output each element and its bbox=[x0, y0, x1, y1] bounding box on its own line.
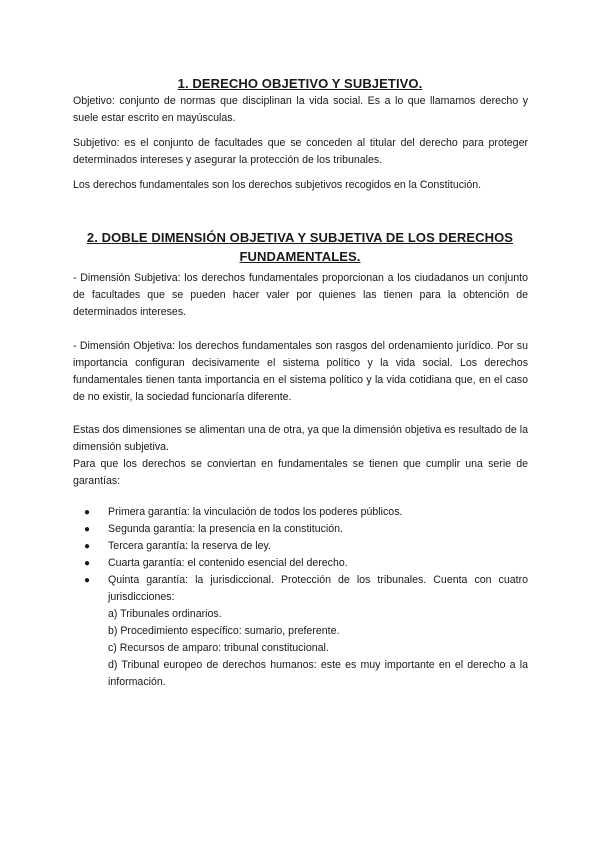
list-item: ● Segunda garantía: la presencia en la constitución. bbox=[84, 521, 528, 538]
list-item: ● Quinta garantía: la jurisdiccional. Protección de los tribunales. Cuenta con cuatro jurisdicciones: a) Tribunales ordinarios. b) Procedimiento específico: sumario, preferente. c) Recursos de amparo: tribunal constitucional. d) Tribunal europeo de derechos humanos: este es muy importante en el derecho a la información. bbox=[84, 572, 528, 691]
dimension-subjetiva-paragraph: - Dimensión Subjetiva: los derechos fundamentales proporcionan a los ciudadanos un conjunto de facultades que se pueden hacer valer por quienes las tienen para la obtención de determinados intereses. bbox=[73, 272, 528, 318]
jurisdiccion-item: d) Tribunal europeo de derechos humanos: este es muy importante en el derecho a la información. bbox=[108, 659, 528, 688]
list-item: ● Cuarta garantía: el contenido esencial del derecho. bbox=[84, 555, 528, 572]
section2-title-line2: FUNDAMENTALES. bbox=[239, 249, 361, 264]
garantias-intro-paragraph: Para que los derechos se conviertan en fundamentales se tienen que cumplir una serie de garantías: bbox=[73, 458, 528, 487]
objetivo-paragraph: Objetivo: conjunto de normas que disciplinan la vida social. Es a lo que llamamos derecho y suele estar escrito en mayúsculas. bbox=[73, 95, 528, 124]
jurisdiccion-item: b) Procedimiento específico: sumario, preferente. bbox=[108, 625, 340, 637]
section2-title-line1: 2. DOBLE DIMENSIÓN OBJETIVA Y SUBJETIVA DE LOS DERECHOS bbox=[86, 230, 514, 245]
dimension-objetiva-paragraph: - Dimensión Objetiva: los derechos fundamentales son rasgos del ordenamiento jurídico. Por su importancia configuran decisivamente el sistema político y la vida social. Los derechos fundamentales tienen tanta importancia en el sistema político y la vida cotidiana que, en el caso de no existir, la sociedad funcionaría diferente. bbox=[73, 340, 528, 403]
fundamentales-paragraph: Los derechos fundamentales son los derechos subjetivos recogidos en la Constitución. bbox=[73, 179, 482, 191]
subjetivo-paragraph: Subjetivo: es el conjunto de facultades que se conceden al titular del derecho para proteger determinados intereses y asegurar la protección de los tribunales. bbox=[73, 137, 528, 166]
alimentan-paragraph: Estas dos dimensiones se alimentan una de otra, ya que la dimensión objetiva es resultado de la dimensión subjetiva. bbox=[73, 424, 528, 453]
bullet-icon: ● bbox=[84, 524, 91, 535]
bullet-icon: ● bbox=[84, 541, 91, 552]
bullet-icon: ● bbox=[84, 575, 91, 586]
section1-title: 1. DERECHO OBJETIVO Y SUBJETIVO. bbox=[177, 76, 423, 91]
bullet-icon: ● bbox=[84, 507, 91, 518]
jurisdiccion-item: a) Tribunales ordinarios. bbox=[108, 608, 222, 620]
garantias-list bbox=[84, 504, 528, 691]
bullet-icon: ● bbox=[84, 558, 91, 569]
jurisdiccion-item: c) Recursos de amparo: tribunal constitucional. bbox=[108, 642, 329, 654]
list-item: ● Primera garantía: la vinculación de todos los poderes públicos. bbox=[84, 504, 528, 521]
list-item: ● Tercera garantía: la reserva de ley. bbox=[84, 538, 528, 555]
